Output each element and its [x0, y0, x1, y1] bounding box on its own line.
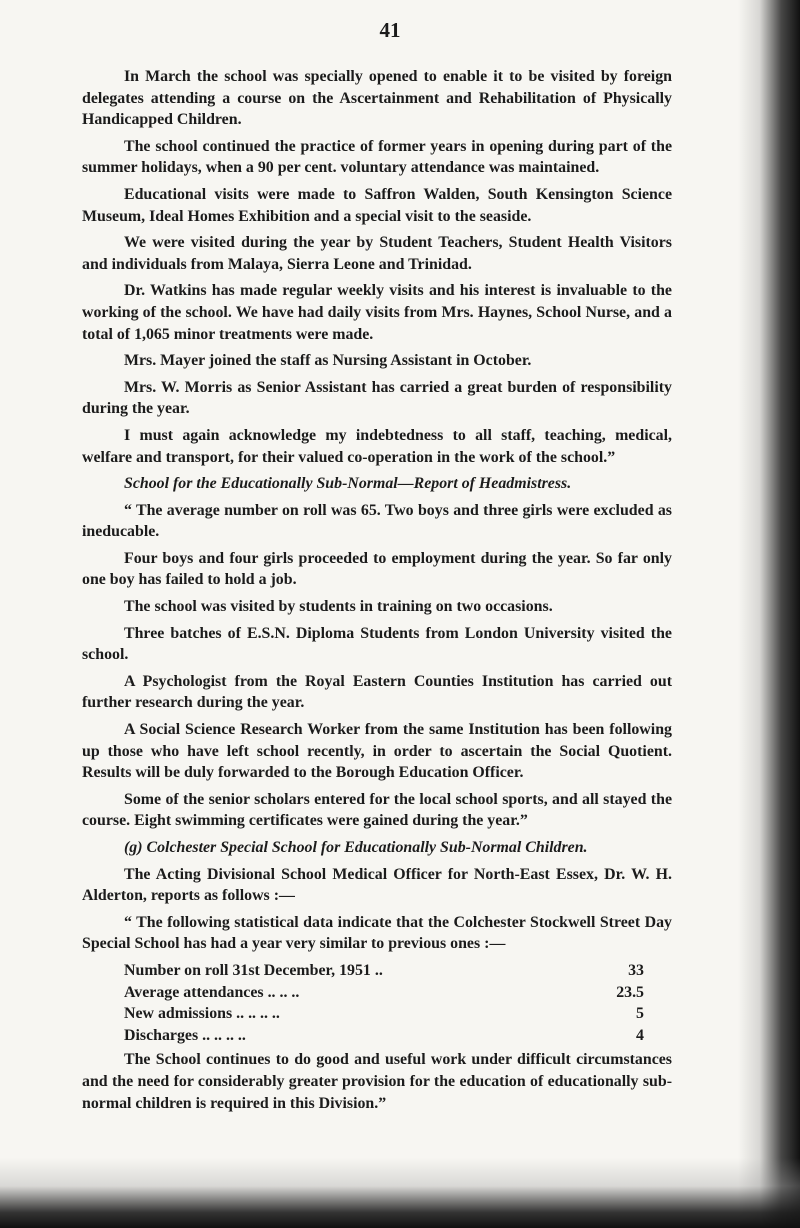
paragraph: Educational visits were made to Saffron Walden, South Kensington Science Museum, Ideal Homes Exhibition and a special visit to the seaside.	[82, 185, 672, 225]
stats-row	[124, 982, 644, 1004]
stats-value: 5	[636, 1005, 644, 1023]
stats-row	[124, 960, 644, 982]
stats-label: Average attendances .. .. ..	[124, 983, 300, 1001]
paragraph: In March the school was specially opened to enable it to be visited by foreign delegates attending a course on the Ascertainment and Rehabilitation of Physically Handicapped Children.	[82, 68, 672, 129]
paragraph: Dr. Watkins has made regular weekly visits and his interest is invaluable to the working of the school. We have had daily visits from Mrs. Haynes, School Nurse, and a total of 1,065 minor treatments were made.	[82, 282, 672, 343]
stats-value: 33	[628, 961, 644, 979]
paragraph: The school continued the practice of former years in opening during part of the summer holidays, when a 90 per cent. voluntary attendance was maintained.	[82, 137, 672, 177]
stats-value: 4	[636, 1026, 644, 1044]
paragraph: “ The average number on roll was 65. Two boys and three girls were excluded as ineducable.	[82, 501, 672, 541]
paragraph: A Psychologist from the Royal Eastern Counties Institution has carried out further research during the year.	[82, 672, 672, 712]
paragraph: We were visited during the year by Student Teachers, Student Health Visitors and individuals from Malaya, Sierra Leone and Trinidad.	[82, 234, 672, 273]
section-heading-esn-report: School for the Educationally Sub-Normal—Report of Headmistress.	[124, 475, 572, 493]
paragraph: I must again acknowledge my indebtedness to all staff, teaching, medical, welfare and transport, for their valued co-operation in the work of the school.”	[82, 426, 672, 466]
stats-value: 23.5	[616, 983, 644, 1001]
page-number: 41	[379, 18, 401, 42]
stats-row	[124, 1003, 644, 1025]
paragraph: “ The following statistical data indicate that the Colchester Stockwell Street Day Special School has had a year very similar to previous ones :—	[82, 913, 672, 953]
paragraph: Mrs. W. Morris as Senior Assistant has carried a great burden of responsibility during the year.	[82, 378, 672, 418]
scan-shadow-bottom	[0, 1158, 800, 1228]
stats-row	[124, 1025, 644, 1047]
paragraph: Mrs. Mayer joined the staff as Nursing Assistant in October.	[124, 352, 532, 370]
stats-label: Number on roll 31st December, 1951 ..	[124, 961, 383, 979]
scan-shadow-right	[738, 0, 800, 1228]
stats-label: Discharges .. .. .. ..	[124, 1026, 246, 1044]
statistics-table	[124, 960, 644, 1046]
paragraph: Three batches of E.S.N. Diploma Students from London University visited the school.	[82, 624, 672, 664]
paragraph: Some of the senior scholars entered for the local school sports, and all stayed the course. Eight swimming certificates were gained during the year.”	[82, 790, 672, 830]
section-heading-colchester: (g) Colchester Special School for Educationally Sub-Normal Children.	[124, 839, 588, 856]
paragraph: The School continues to do good and useful work under difficult circumstances and the need for considerably greater provision for the education of educationally sub-normal children is required in this Division.”	[82, 1051, 672, 1112]
report-body	[82, 66, 672, 1119]
paragraph: The Acting Divisional School Medical Officer for North-East Essex, Dr. W. H. Alderton, reports as follows :—	[82, 865, 672, 905]
paragraph: Four boys and four girls proceeded to employment during the year. So far only one boy has failed to hold a job.	[82, 549, 672, 589]
paragraph: A Social Science Research Worker from the same Institution has been following up those who have left school recently, in order to ascertain the Social Quotient. Results will be duly forwarded to the Borough Education Officer.	[82, 721, 672, 782]
paragraph: The school was visited by students in training on two occasions.	[124, 598, 553, 616]
stats-label: New admissions .. .. .. ..	[124, 1005, 280, 1023]
